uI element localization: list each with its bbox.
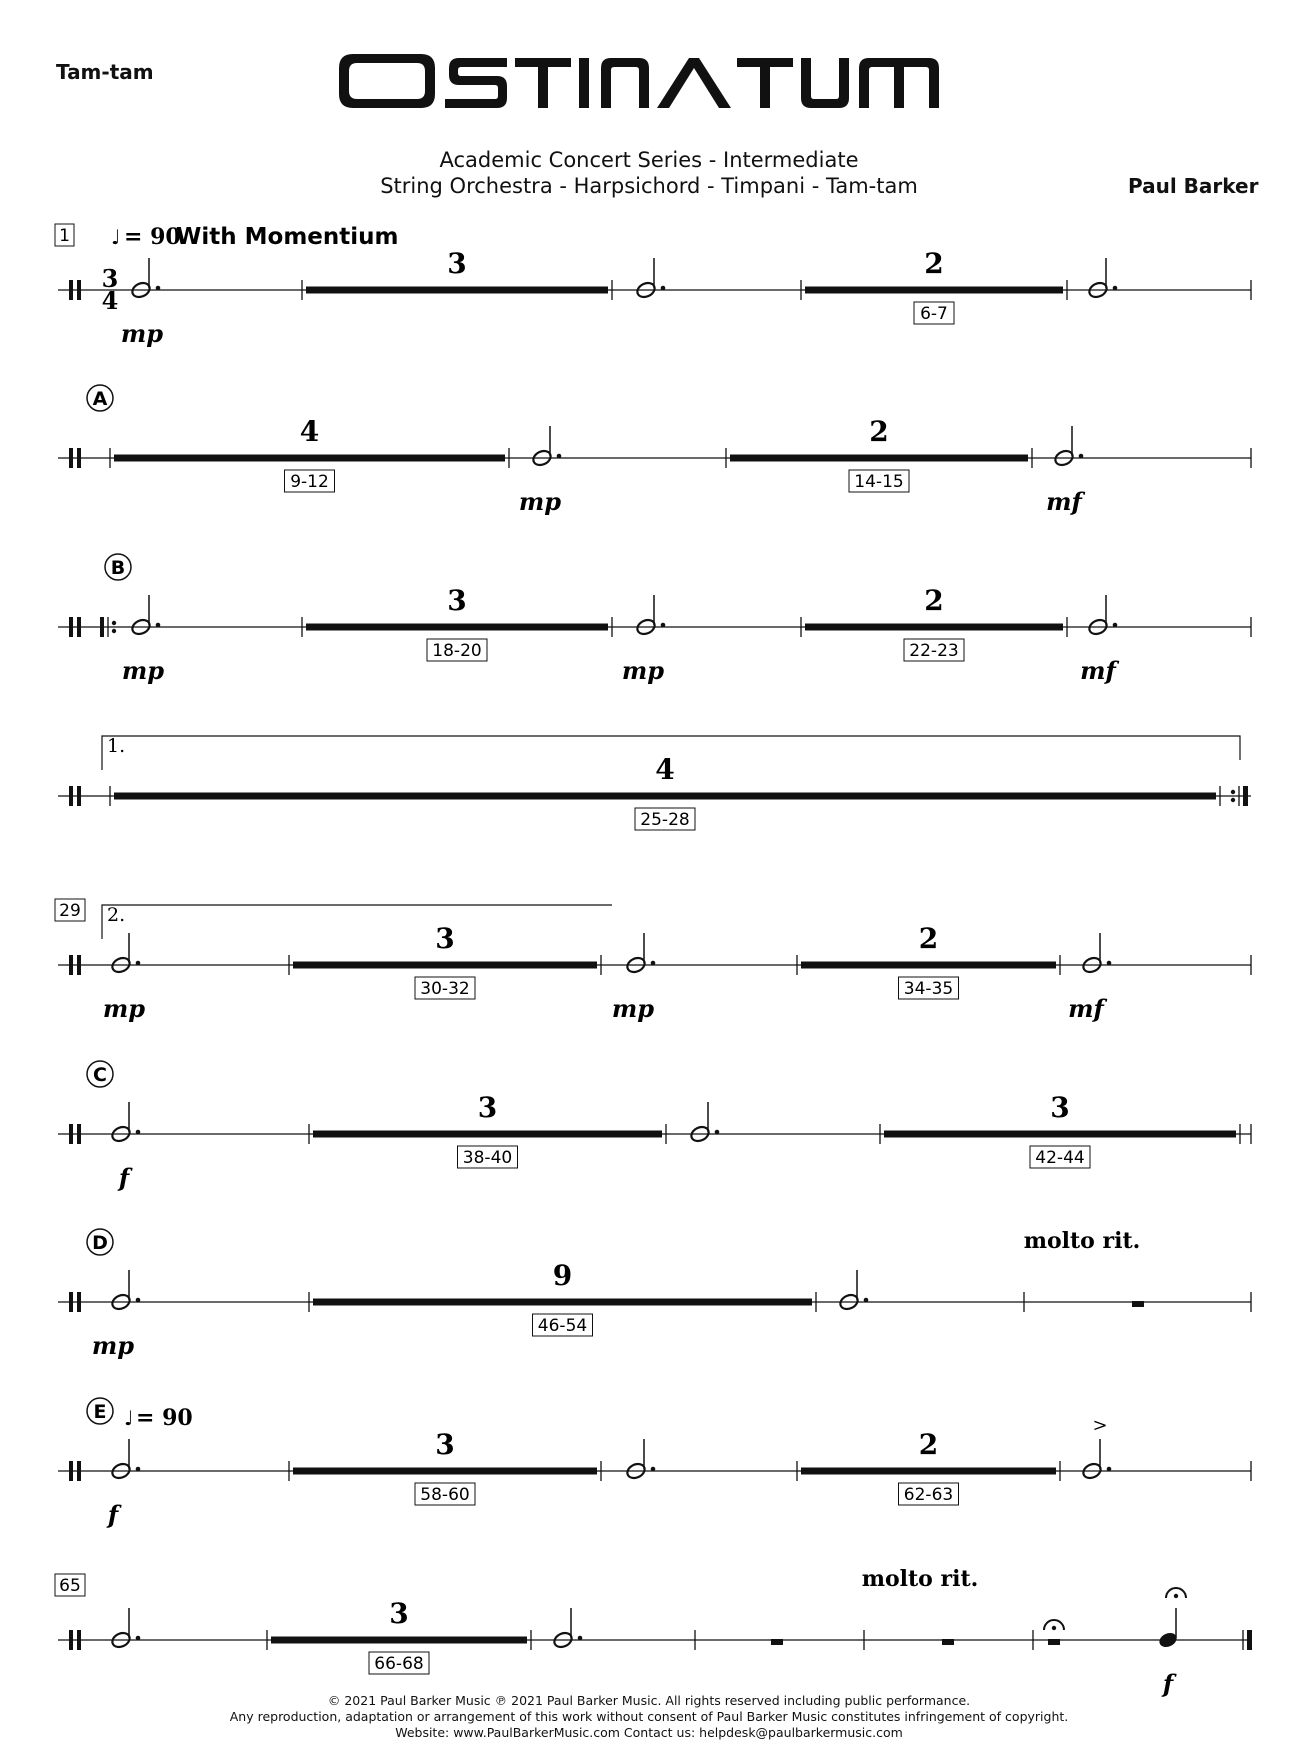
time-signature-top: 3 bbox=[101, 264, 119, 293]
multirest-count: 3 bbox=[389, 1597, 409, 1630]
multirest-bar bbox=[114, 455, 505, 462]
multirest-bar bbox=[730, 455, 1028, 462]
percussion-clef bbox=[69, 1124, 73, 1144]
footer-notice: Any reproduction, adaptation or arrangement of this work without consent of Paul Barker Music constitutes infringement of copyright. bbox=[229, 1709, 1069, 1724]
augmentation-dot bbox=[557, 454, 562, 459]
percussion-clef bbox=[77, 955, 81, 975]
percussion-clef bbox=[77, 448, 81, 468]
augmentation-dot bbox=[651, 961, 656, 966]
multirest-bar bbox=[801, 962, 1056, 969]
measure-range: 42-44 bbox=[1035, 1148, 1085, 1168]
expression-text: molto rit. bbox=[1023, 1228, 1141, 1254]
dynamic-marking: mp bbox=[121, 656, 165, 685]
measure-range: 22-23 bbox=[909, 641, 959, 661]
augmentation-dot bbox=[136, 961, 141, 966]
measure-range: 38-40 bbox=[462, 1148, 513, 1168]
dynamic-marking: mp bbox=[102, 994, 146, 1023]
augmentation-dot bbox=[136, 1130, 141, 1135]
augmentation-dot bbox=[1113, 286, 1118, 291]
measure-range: 14-15 bbox=[854, 472, 904, 492]
tempo-note: ♩ bbox=[111, 225, 121, 249]
rehearsal-mark: C bbox=[93, 1064, 107, 1086]
measure-range: 9-12 bbox=[290, 472, 329, 492]
multirest-count: 3 bbox=[435, 1428, 455, 1461]
volta-label-2: 2. bbox=[107, 904, 126, 926]
multirest-bar bbox=[114, 793, 1216, 800]
percussion-clef bbox=[69, 280, 73, 300]
percussion-clef bbox=[69, 786, 73, 806]
multirest-bar bbox=[293, 962, 597, 969]
dynamic-marking: f bbox=[118, 1163, 130, 1192]
augmentation-dot bbox=[156, 623, 161, 628]
augmentation-dot bbox=[136, 1636, 141, 1641]
measure-range: 6-7 bbox=[920, 304, 948, 324]
percussion-clef bbox=[69, 617, 73, 637]
measure-number: 65 bbox=[59, 1576, 81, 1596]
percussion-clef bbox=[77, 617, 81, 637]
dynamic-marking: f bbox=[1162, 1669, 1174, 1698]
dynamic-marking: mp bbox=[611, 994, 655, 1023]
multirest-count: 2 bbox=[869, 415, 889, 448]
multirest-count: 2 bbox=[918, 922, 939, 955]
measure-range: 62-63 bbox=[903, 1485, 954, 1505]
augmentation-dot bbox=[1107, 1467, 1112, 1472]
percussion-clef bbox=[77, 1292, 81, 1312]
dynamic-marking: mp bbox=[91, 1331, 135, 1360]
multirest-count: 3 bbox=[447, 247, 467, 280]
subtitle-line-1: Academic Concert Series - Intermediate bbox=[439, 148, 859, 172]
percussion-clef bbox=[77, 1124, 81, 1144]
multirest-count: 4 bbox=[655, 753, 675, 786]
measure-range: 34-35 bbox=[903, 979, 954, 999]
measure-range: 66-68 bbox=[374, 1654, 424, 1674]
multirest-count: 3 bbox=[447, 584, 467, 617]
multirest-count: 3 bbox=[477, 1091, 498, 1124]
percussion-clef bbox=[69, 448, 73, 468]
dynamic-marking: mp bbox=[621, 656, 665, 685]
percussion-clef bbox=[69, 1292, 73, 1312]
augmentation-dot bbox=[1113, 623, 1118, 628]
repeat-dot bbox=[112, 621, 116, 625]
augmentation-dot bbox=[651, 1467, 656, 1472]
multirest-count: 3 bbox=[1050, 1091, 1070, 1124]
multirest-bar bbox=[306, 287, 608, 294]
composer: Paul Barker bbox=[1128, 174, 1259, 198]
measure-range: 58-60 bbox=[420, 1485, 470, 1505]
fermata-dot bbox=[1174, 1594, 1178, 1598]
half-rest bbox=[942, 1639, 954, 1645]
repeat-dot bbox=[1231, 790, 1235, 794]
time-signature-bottom: 4 bbox=[101, 286, 119, 315]
repeat-start-thick bbox=[100, 617, 104, 637]
instrument-name: Tam-tam bbox=[56, 60, 154, 84]
augmentation-dot bbox=[1107, 961, 1112, 966]
footer-copyright: © 2021 Paul Barker Music ℗ 2021 Paul Barker Music. All rights reserved including public performance. bbox=[327, 1693, 971, 1708]
augmentation-dot bbox=[661, 623, 666, 628]
percussion-clef bbox=[77, 280, 81, 300]
dynamic-marking: mf bbox=[1068, 994, 1104, 1023]
measure-range: 25-28 bbox=[640, 810, 690, 830]
multirest-bar bbox=[313, 1299, 812, 1306]
fermata-dot bbox=[1052, 1626, 1056, 1630]
dynamic-marking: mp bbox=[518, 487, 562, 516]
multirest-bar bbox=[306, 624, 608, 631]
dynamic-marking: f bbox=[107, 1500, 119, 1529]
multirest-count: 3 bbox=[435, 922, 455, 955]
multirest-bar bbox=[805, 287, 1063, 294]
augmentation-dot bbox=[715, 1130, 720, 1135]
percussion-clef bbox=[77, 786, 81, 806]
augmentation-dot bbox=[1079, 454, 1084, 459]
subtitle-line-2: String Orchestra - Harpsichord - Timpani - Tam-tam bbox=[380, 174, 918, 198]
multirest-count: 4 bbox=[299, 415, 320, 448]
multirest-bar bbox=[271, 1637, 527, 1644]
accent-mark: > bbox=[1092, 1415, 1108, 1436]
half-rest bbox=[1132, 1301, 1144, 1307]
rehearsal-mark: E bbox=[93, 1401, 107, 1423]
multirest-bar bbox=[313, 1131, 662, 1138]
volta-bracket-2 bbox=[102, 905, 612, 939]
rehearsal-mark: D bbox=[92, 1232, 108, 1254]
percussion-clef bbox=[69, 955, 73, 975]
half-rest bbox=[771, 1639, 783, 1645]
multirest-bar bbox=[805, 624, 1063, 631]
augmentation-dot bbox=[136, 1467, 141, 1472]
percussion-clef bbox=[69, 1461, 73, 1481]
multirest-bar bbox=[293, 1468, 597, 1475]
dynamic-marking: mf bbox=[1080, 656, 1116, 685]
augmentation-dot bbox=[136, 1298, 141, 1303]
measure-range: 30-32 bbox=[420, 979, 470, 999]
multirest-count: 2 bbox=[924, 584, 944, 617]
measure-range: 18-20 bbox=[432, 641, 482, 661]
half-rest bbox=[1048, 1639, 1060, 1645]
percussion-clef bbox=[69, 1630, 73, 1650]
augmentation-dot bbox=[661, 286, 666, 291]
percussion-clef bbox=[77, 1630, 81, 1650]
measure-number: 29 bbox=[59, 901, 81, 921]
multirest-count: 2 bbox=[918, 1428, 939, 1461]
tempo-value-reprise: = 90 bbox=[136, 1405, 193, 1431]
dynamic-marking: mp bbox=[120, 319, 164, 348]
footer-contact: Website: www.PaulBarkerMusic.com Contact us: helpdesk@paulbarkermusic.com bbox=[395, 1725, 903, 1740]
multirest-count: 2 bbox=[924, 247, 944, 280]
rehearsal-mark: B bbox=[110, 557, 126, 579]
rehearsal-mark: A bbox=[92, 388, 108, 410]
multirest-bar bbox=[884, 1131, 1236, 1138]
repeat-dot bbox=[1231, 798, 1235, 802]
measure-range: 46-54 bbox=[537, 1316, 588, 1336]
multirest-count: 9 bbox=[552, 1259, 573, 1292]
augmentation-dot bbox=[578, 1636, 583, 1641]
repeat-end-thick bbox=[1243, 786, 1248, 806]
dynamic-marking: mf bbox=[1046, 487, 1082, 516]
augmentation-dot bbox=[156, 286, 161, 291]
repeat-dot bbox=[112, 629, 116, 633]
expression-text: molto rit. bbox=[861, 1566, 979, 1592]
augmentation-dot bbox=[864, 1298, 869, 1303]
measure-number: 1 bbox=[59, 226, 70, 246]
tempo-value: = 90 bbox=[124, 224, 181, 250]
final-barline-thick bbox=[1247, 1630, 1252, 1650]
volta-label-1: 1. bbox=[107, 735, 126, 757]
tempo-text: With Momentium bbox=[176, 224, 399, 250]
tempo-note-reprise: ♩ bbox=[124, 1406, 134, 1430]
multirest-bar bbox=[801, 1468, 1056, 1475]
percussion-clef bbox=[77, 1461, 81, 1481]
